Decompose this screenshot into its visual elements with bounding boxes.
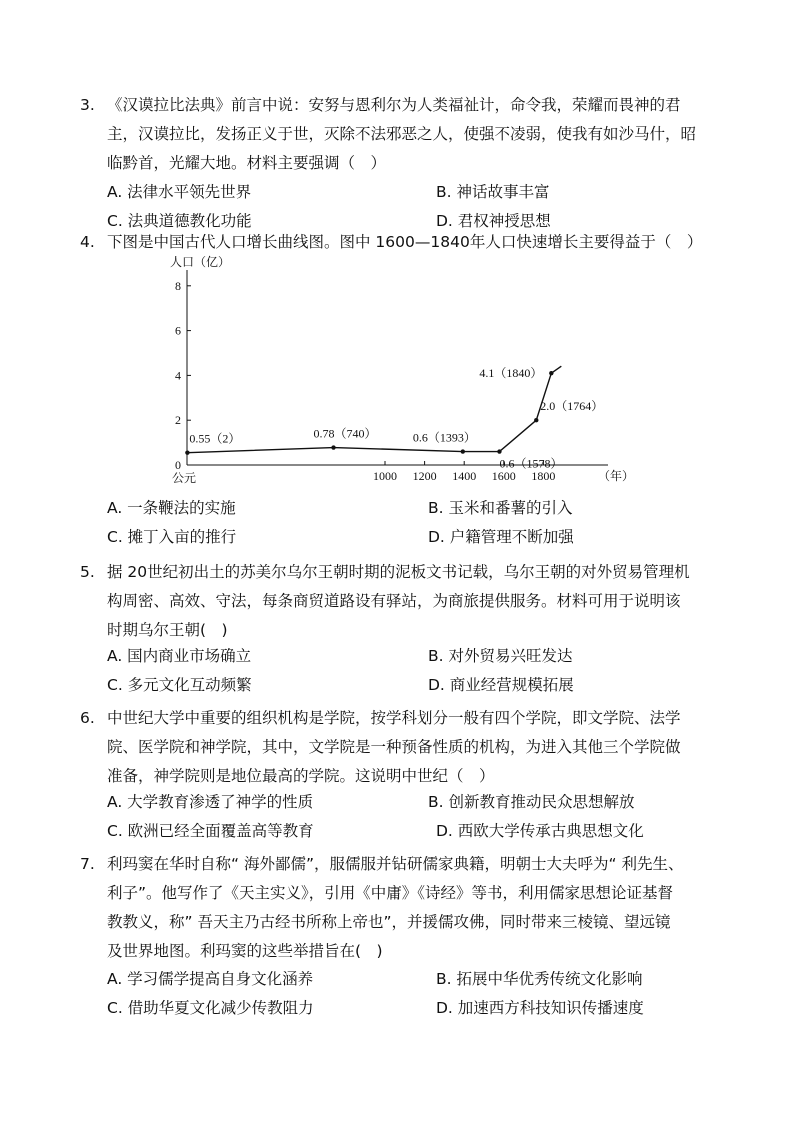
data-point — [185, 450, 189, 454]
question-text-line: 院、医学院和神学院，其中，文学院是一种预备性质的机构，为进入其他三个学院做 — [107, 738, 681, 756]
question-text-line: 时期乌尔王朝( ) — [107, 621, 228, 639]
option-b[interactable]: B. 创新教育推动民众思想解放 — [428, 793, 635, 811]
option-a[interactable]: A. 国内商业市场确立 — [107, 647, 252, 665]
option-c[interactable]: C. 多元文化互动频繁 — [107, 676, 252, 694]
data-point — [534, 418, 538, 422]
data-point — [331, 445, 335, 449]
y-tick-label: 0 — [175, 458, 181, 472]
data-label: 0.78（740） — [313, 426, 377, 441]
data-point — [497, 449, 501, 453]
x-tick-label: 1200 — [412, 469, 437, 483]
question-text-line: 下图是中国古代人口增长曲线图。图中 1600—1840年人口快速增长主要得益于（ ） — [107, 233, 703, 251]
question-text-line: 构周密、高效、守法，每条商贸道路设有驿站，为商旅提供服务。材料可用于说明该 — [107, 592, 681, 610]
option-a[interactable]: A. 学习儒学提高自身文化涵养 — [107, 970, 314, 988]
option-b[interactable]: B. 对外贸易兴旺发达 — [428, 647, 573, 665]
question-text-line: 临黔首，光耀大地。材料主要强调（ ） — [107, 154, 387, 172]
option-c[interactable]: C. 借助华夏文化减少传教阻力 — [107, 999, 314, 1017]
x-origin-label: 公元 — [172, 471, 197, 485]
data-point — [461, 449, 465, 453]
question-number: 7. — [80, 855, 95, 873]
y-axis-label: 人口（亿） — [170, 255, 231, 269]
option-c[interactable]: C. 欧洲已经全面覆盖高等教育 — [107, 822, 314, 840]
y-tick-label: 8 — [175, 278, 181, 293]
question-text-line: 利子”。他写作了《天主实义》，引用《中庸》《诗经》等书，利用儒家思想论证基督 — [107, 884, 674, 902]
question-text-line: 教教义，称” 吾天主乃古经书所称上帝也”，并援儒攻佛，同时带来三棱镜、望远镜 — [107, 913, 671, 931]
data-point — [549, 371, 553, 375]
option-b[interactable]: B. 玉米和番薯的引入 — [428, 499, 573, 517]
option-d[interactable]: D. 户籍管理不断加强 — [428, 528, 574, 546]
option-d[interactable]: D. 君权神授思想 — [436, 212, 551, 230]
question-text-line: 中世纪大学中重要的组织机构是学院，按学科划分一般有四个学院，即文学院、法学 — [107, 709, 681, 727]
y-tick-label: 2 — [175, 413, 181, 428]
x-tick-label: 1600 — [491, 469, 516, 483]
question-text-line: 据 20世纪初出土的苏美尔乌尔王朝时期的泥板文书记载，乌尔王朝的对外贸易管理机 — [107, 563, 690, 581]
data-label: 4.1（1840） — [479, 366, 543, 381]
option-d[interactable]: D. 西欧大学传承古典思想文化 — [436, 822, 644, 840]
option-b[interactable]: B. 拓展中华优秀传统文化影响 — [436, 970, 643, 988]
x-tick-label: 1000 — [373, 469, 397, 483]
option-a[interactable]: A. 法律水平领先世界 — [107, 183, 252, 201]
x-tick-label: 1400 — [452, 469, 477, 483]
data-label: 0.6（1393） — [412, 430, 476, 445]
question-text-line: 准备，神学院则是地位最高的学院。这说明中世纪（ ） — [107, 767, 495, 785]
option-d[interactable]: D. 商业经营规模拓展 — [428, 676, 574, 694]
question-number: 6. — [80, 709, 95, 727]
data-label: 0.55（2） — [189, 431, 241, 446]
option-d[interactable]: D. 加速西方科技知识传播速度 — [436, 999, 644, 1017]
option-a[interactable]: A. 一条鞭法的实施 — [107, 499, 236, 517]
option-b[interactable]: B. 神话故事丰富 — [436, 183, 550, 201]
question-number: 4. — [80, 233, 95, 251]
population-line-chart — [168, 254, 638, 486]
question-text-line: 利玛窦在华时自称“ 海外鄙儒”，服儒服并钻研儒家典籍，明朝士大夫呼为“ 利先生、 — [107, 855, 684, 873]
x-axis-label: （年） — [598, 469, 635, 483]
question-number: 5. — [80, 563, 95, 581]
question-text-line: 及世界地图。利玛窦的这些举措旨在( ) — [107, 942, 383, 960]
question-text-line: 主，汉谟拉比，发扬正义于世，灭除不法邪恶之人，使强不凌弱，使我有如沙马什，昭 — [107, 125, 697, 143]
option-c[interactable]: C. 法典道德教化功能 — [107, 212, 252, 230]
data-label: 2.0（1764） — [540, 399, 604, 414]
option-a[interactable]: A. 大学教育渗透了神学的性质 — [107, 793, 314, 811]
option-c[interactable]: C. 摊丁入亩的推行 — [107, 528, 237, 546]
question-text-line: 《汉谟拉比法典》前言中说：安努与恩利尔为人类福祉计，命令我，荣耀而畏神的君 — [107, 96, 681, 114]
data-label: 0.6（1578） — [499, 456, 563, 471]
y-tick-label: 6 — [175, 323, 181, 338]
question-number: 3. — [80, 96, 95, 114]
x-tick-label: 1800 — [531, 469, 556, 483]
y-tick-label: 4 — [175, 368, 181, 383]
